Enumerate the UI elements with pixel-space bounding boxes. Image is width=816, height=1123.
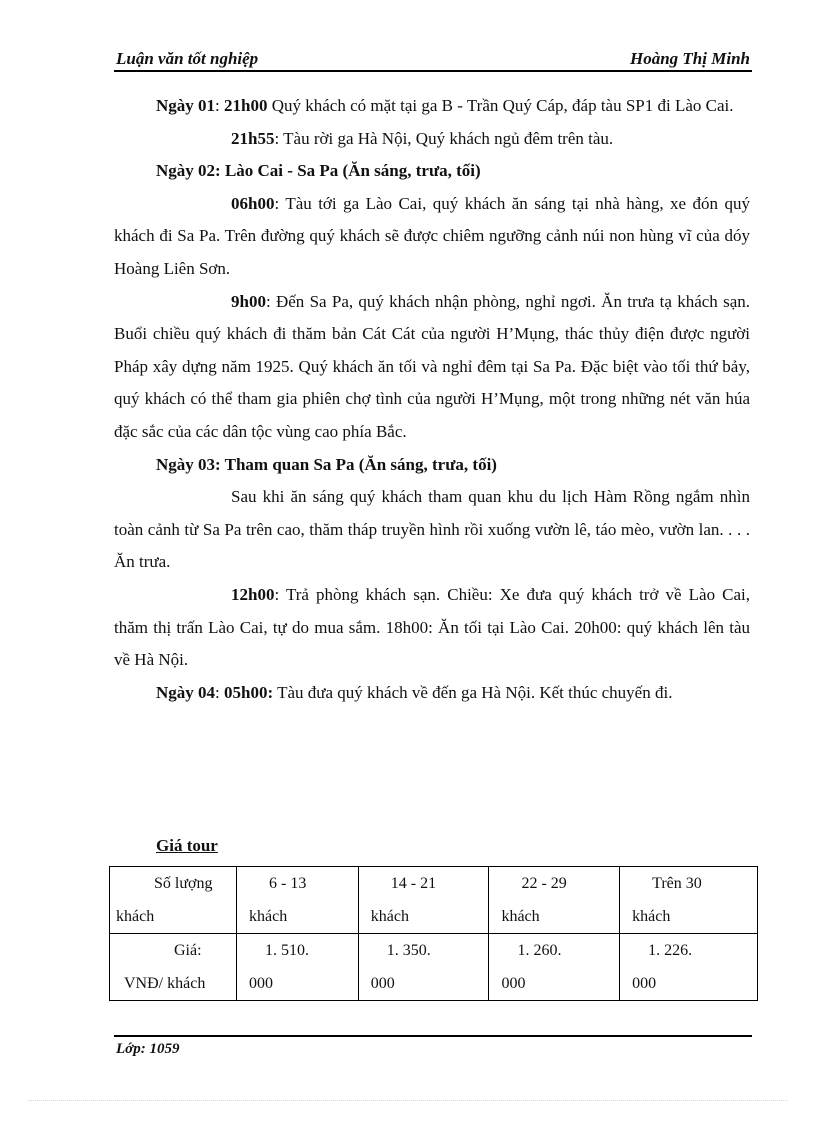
time-0900: 9h00 bbox=[231, 291, 266, 311]
cell-line: 1. 510. bbox=[265, 942, 309, 959]
price-title: Giá tour bbox=[156, 836, 218, 855]
text-0900: : Đến Sa Pa, quý khách nhận phòng, nghỉ ngơi. Ăn trưa tạ khách sạn. Buổi chiều quý khách đi thăm bản Cát Cát của người H’Mụng, thác thủy điện được người Pháp xây dựng năm 1925. Quý khách ăn tối và nghỉ đêm tại Sa Pa. Đặc biệt vào tối thứ bảy, quý khách có thể tham gia phiên chợ tình của người H’Mụng, một trong những nét văn húa đặc sắc của các dân tộc vùng cao phía Bắc. bbox=[114, 291, 750, 441]
table-cell bbox=[358, 934, 489, 1001]
cell-line: Trên 30 bbox=[652, 875, 702, 892]
price-value-row bbox=[110, 934, 758, 1001]
itinerary-day3-morning bbox=[114, 481, 750, 579]
day1-text: Quý khách có mặt tại ga B - Trần Quý Cáp, đáp tàu SP1 đi Lào Cai. bbox=[267, 96, 734, 115]
cell-line: 000 bbox=[501, 975, 526, 992]
day3-morning-text: Sau khi ăn sáng quý khách tham quan khu du lịch Hàm Rồng ngắm nhìn toàn cảnh từ Sa Pa trên cao, thăm tháp truyền hình rồi xuống vườn lê, táo mèo, vườn lan. . . . Ăn trưa. bbox=[114, 487, 750, 572]
day1-time: 21h00 bbox=[224, 96, 268, 115]
cell-line: Số lượng bbox=[154, 875, 213, 892]
header-thesis-title: Luận văn tốt nghiệp bbox=[116, 49, 259, 68]
cell-line: 1. 260. bbox=[517, 942, 562, 959]
table-cell bbox=[110, 867, 237, 934]
cell-line: khách bbox=[249, 908, 288, 925]
itinerary-day1-2155 bbox=[114, 123, 750, 156]
cell-line: 000 bbox=[249, 975, 273, 992]
cell-line: khách bbox=[501, 908, 540, 925]
cell-line: 6 - 13 bbox=[269, 875, 307, 892]
text-1200: : Trả phòng khách sạn. Chiều: Xe đưa quý khách trở về Lào Cai, thăm thị trấn Lào Cai, tự do mua sắm. 18h00: Ăn tối tại Lào Cai. 20h00: quý khách lên tàu về Hà Nội. bbox=[114, 584, 750, 670]
day1-label: Ngày 01 bbox=[156, 96, 216, 115]
cell-line: 1. 226. bbox=[648, 942, 693, 959]
cell-line: khách bbox=[370, 908, 409, 925]
table-cell bbox=[358, 867, 489, 934]
itinerary-day2-0900 bbox=[114, 286, 750, 449]
cell-line: 1. 350. bbox=[386, 942, 431, 959]
cell-line: Giá: bbox=[174, 942, 202, 959]
cell-line: 14 - 21 bbox=[390, 875, 437, 892]
day4-sep: : bbox=[215, 682, 225, 702]
table-cell bbox=[489, 867, 620, 934]
cell-line: VNĐ/ khách bbox=[124, 975, 206, 992]
cell-line: 22 - 29 bbox=[521, 875, 567, 892]
itinerary-day3-heading bbox=[114, 449, 750, 482]
page-header bbox=[114, 48, 752, 72]
time-1200: 12h00 bbox=[231, 584, 275, 604]
day3-heading: Ngày 03: Tham quan Sa Pa (Ăn sáng, trưa, tối) bbox=[156, 454, 497, 474]
table-cell bbox=[237, 867, 359, 934]
time-0600: 06h00 bbox=[231, 193, 275, 213]
page-bottom-edge bbox=[28, 1100, 788, 1101]
itinerary-body bbox=[114, 90, 750, 709]
table-cell bbox=[620, 867, 758, 934]
time-2155: 21h55 bbox=[231, 128, 275, 148]
itinerary-day2-0600 bbox=[114, 188, 750, 286]
footer-class: Lớp: 1059 bbox=[116, 1041, 180, 1057]
cell-line: 000 bbox=[632, 975, 657, 992]
text-0600: : Tàu tới ga Lào Cai, quý khách ăn sáng tại nhà hàng, xe đón quý khách đi Sa Pa. Trên đường quý khách sẽ được chiêm ngưỡng cảnh núi non hùng vĩ của dóy Hoàng Liên Sơn. bbox=[114, 193, 750, 278]
day4-label: Ngày 04 bbox=[156, 682, 216, 702]
footer-divider bbox=[114, 1035, 752, 1037]
table-cell bbox=[620, 934, 758, 1001]
price-header-row bbox=[110, 867, 758, 934]
day4-time: 05h00: bbox=[224, 682, 274, 702]
itinerary-day4 bbox=[114, 677, 750, 710]
cell-line: khách bbox=[632, 908, 671, 925]
header-author: Hoàng Thị Minh bbox=[630, 49, 750, 68]
itinerary-day3-1200 bbox=[114, 579, 750, 677]
day4-text: Tàu đưa quý khách về đến ga Hà Nội. Kết thúc chuyến đi. bbox=[273, 682, 673, 702]
day1-sep: : bbox=[215, 96, 225, 115]
day2-heading: Ngày 02: Lào Cai - Sa Pa (Ăn sáng, trưa, tối) bbox=[156, 161, 481, 181]
table-cell bbox=[237, 934, 359, 1001]
table-cell bbox=[489, 934, 620, 1001]
price-table bbox=[109, 866, 758, 1001]
table-cell bbox=[110, 934, 237, 1001]
text-2155: : Tàu rời ga Hà Nội, Quý khách ngủ đêm trên tàu. bbox=[274, 128, 614, 148]
cell-line: khách bbox=[116, 908, 155, 925]
cell-line: 000 bbox=[370, 975, 395, 992]
itinerary-day1 bbox=[114, 90, 750, 123]
itinerary-day2-heading bbox=[114, 155, 750, 188]
